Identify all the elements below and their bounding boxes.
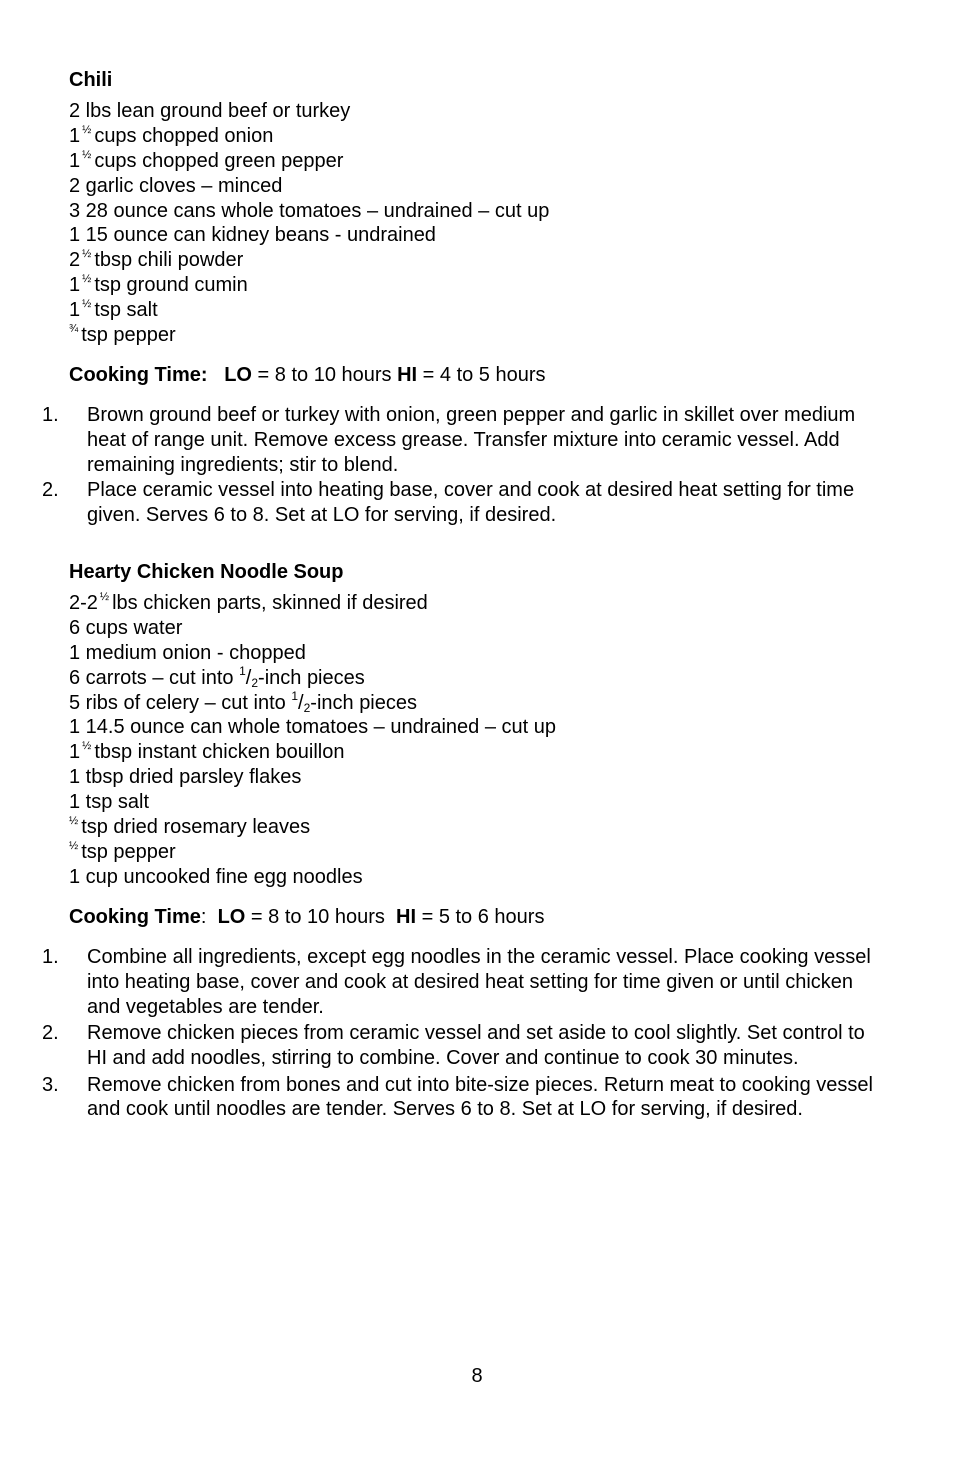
ingredient-item: 2 garlic cloves – minced <box>69 174 283 197</box>
page-number: 8 <box>471 1365 483 1387</box>
step-text: Combine all ingredients, except egg noodles in the ceramic vessel. Place cooking vessel into heating base, cover and cook at desired heat setting for time given or until chicken and vegetables are tender. <box>87 946 871 1018</box>
ingredient-item: 3 28 ounce cans whole tomatoes – undrained – cut up <box>69 199 550 222</box>
step-number: 2. <box>42 1021 59 1044</box>
hi-label: HI <box>396 906 417 928</box>
cooking-time-label: Cooking Time <box>69 906 201 928</box>
ingredient-item: 1 $^{\frac{1}{2}}$ cups chopped onion <box>69 123 274 147</box>
cooking-time <box>69 363 546 387</box>
ingredient-item: 6 cups water <box>69 616 183 639</box>
lo-value: = 8 to 10 hours <box>250 906 385 928</box>
step-text: Brown ground beef or turkey with onion, green pepper and garlic in skillet over medium heat of range unit. Remove excess grease. Transfer mixture into ceramic vessel. Add remaining ingredients; stir to blend. <box>87 404 856 476</box>
lo-label: LO <box>217 906 246 928</box>
step-text: Remove chicken pieces from ceramic vessel and set aside to cool slightly. Set control to HI and add noodles, stirring to combine. Cover and continue to cook 30 minutes. <box>87 1021 865 1069</box>
ingredient-item: 1 tbsp dried parsley flakes <box>69 766 302 789</box>
step-number: 3. <box>42 1073 59 1096</box>
ingredient-item: $^{\frac{1}{2}}$ tsp dried rosemary leaves <box>69 815 311 839</box>
ingredient-item: 1 $^{\frac{1}{2}}$ tsp salt <box>69 298 158 322</box>
step-text: Remove chicken from bones and cut into bite-size pieces. Return meat to cooking vessel and cook until noodles are tender. Serves 6 to 8. Set at LO for serving, if desired. <box>87 1073 873 1121</box>
step-number: 1. <box>42 404 59 426</box>
hi-label: HI <box>397 364 418 386</box>
ingredient-item: 2 $^{\frac{1}{2}}$ tbsp chili powder <box>69 248 244 272</box>
ingredient-item: 1 $^{\frac{1}{2}}$ tsp ground cumin <box>69 273 248 297</box>
ingredient-list <box>69 99 549 348</box>
ingredient-item: $^{\frac{1}{2}}$ tsp pepper <box>69 839 176 863</box>
step-item <box>0 1021 954 1071</box>
ingredient-item: 1 cup uncooked fine egg noodles <box>69 865 363 888</box>
hi-value: = 4 to 5 hours <box>422 364 546 386</box>
step-text: Place ceramic vessel into heating base, cover and cook at desired heat setting for time given. Serves 6 to 8. Set at LO for serving, if desired. <box>87 478 855 526</box>
ingredient-item: 6 carrots – cut into $^1/_2$-inch pieces <box>69 663 365 690</box>
recipe-title: Chili <box>69 69 113 91</box>
ingredient-item: 1 $^{\frac{1}{2}}$ cups chopped green pepper <box>69 148 344 172</box>
recipe-title: Hearty Chicken Noodle Soup <box>69 561 344 583</box>
step-list <box>0 403 954 528</box>
ingredient-list <box>69 591 556 890</box>
step-item <box>0 945 954 1020</box>
step-item <box>0 478 954 528</box>
lo-value: = 8 to 10 hours <box>257 364 392 386</box>
step-list <box>0 945 954 1122</box>
step-number: 1. <box>42 946 59 968</box>
ingredient-item: 2 lbs lean ground beef or turkey <box>69 100 351 122</box>
step-number: 2. <box>42 478 59 501</box>
ingredient-item: 1 medium onion - chopped <box>69 641 306 664</box>
cooking-time: Cooking Time: LO = 8 to 10 hours HI = 5 to 6 hours <box>69 906 545 928</box>
ingredient-item: 1 tsp salt <box>69 791 150 814</box>
cooking-time-label: Cooking Time: <box>69 364 208 386</box>
ingredient-item: 5 ribs of celery – cut into $^1/_2$-inch pieces <box>69 688 417 715</box>
ingredient-item: 1 15 ounce can kidney beans - undrained <box>69 224 436 247</box>
ingredient-item: $^{\frac{3}{4}}$ tsp pepper <box>69 323 176 347</box>
ingredient-item: 1 14.5 ounce can whole tomatoes – undrained – cut up <box>69 716 557 739</box>
ingredient-item: 2-2 $^{\frac{1}{2}}$ lbs chicken parts, skinned if desired <box>69 591 428 614</box>
step-item <box>0 1073 954 1123</box>
ingredient-item: 1 $^{\frac{1}{2}}$ tbsp instant chicken bouillon <box>69 740 345 764</box>
lo-label: LO <box>224 364 252 386</box>
step-item <box>0 403 954 478</box>
hi-value: = 5 to 6 hours <box>421 906 545 928</box>
